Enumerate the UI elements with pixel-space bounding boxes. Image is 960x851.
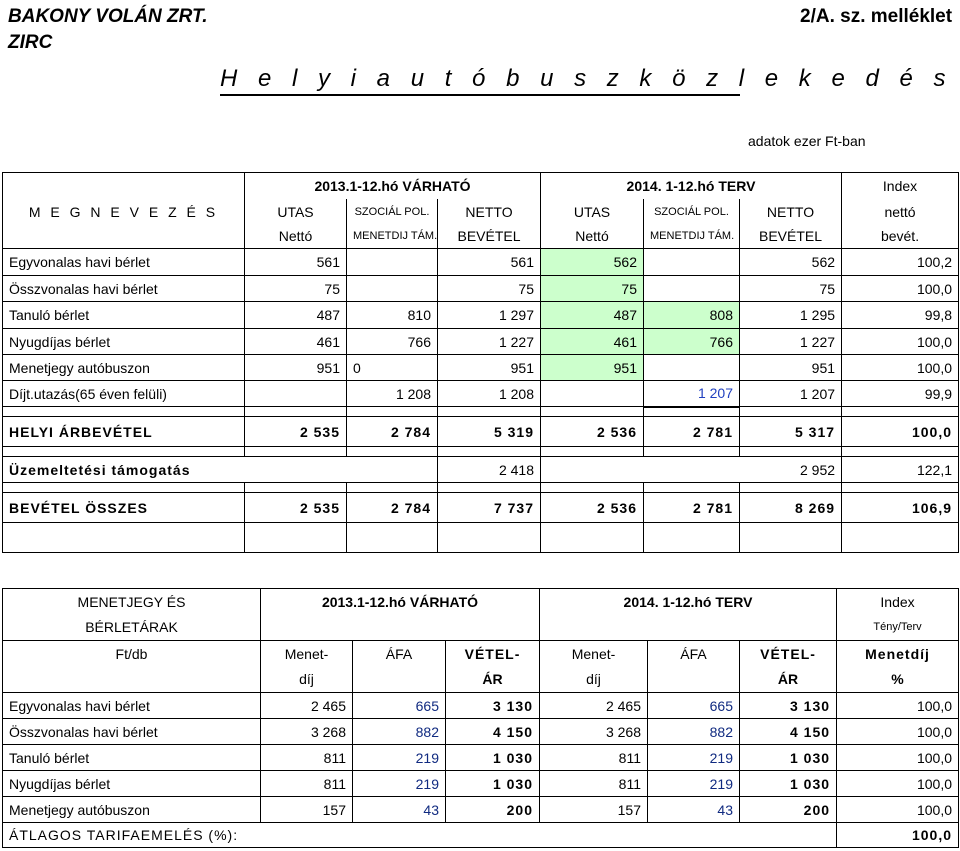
t2-index: Index [837, 589, 959, 615]
cell: 219 [353, 771, 446, 797]
cell: 75 [438, 276, 541, 302]
average-row [3, 823, 959, 848]
t2-period2: 2014. 1-12.hó TERV [540, 589, 837, 615]
t2-vetel2: VÉTEL- [740, 641, 837, 667]
t2-menetdij: Menetdíj [837, 641, 959, 667]
cell [644, 355, 740, 381]
cell: 2 465 [540, 693, 648, 719]
table-row [3, 693, 959, 719]
t2-header-row-3 [3, 641, 959, 667]
cell: 2 781 [644, 493, 740, 523]
spacer-row [3, 523, 959, 553]
cell: 665 [648, 693, 740, 719]
table-row [3, 797, 959, 823]
t2-vetel1: VÉTEL- [446, 641, 540, 667]
cell [347, 249, 438, 276]
t2-menet2: Menet- [540, 641, 648, 667]
t2-header-row-1 [3, 589, 959, 615]
cell: 1 208 [438, 381, 541, 407]
cell: 100,0 [842, 329, 959, 355]
cell: 562 [740, 249, 842, 276]
row-label: BEVÉTEL ÖSSZES [3, 493, 245, 523]
cell: 2 418 [438, 457, 541, 483]
cell: 100,0 [837, 745, 959, 771]
cell: 1 297 [438, 302, 541, 329]
cell: 2 536 [541, 417, 644, 447]
cell: 200 [446, 797, 540, 823]
row-label: Nyugdíjas bérlet [3, 771, 261, 797]
t1-bevetel1: BEVÉTEL [438, 225, 541, 249]
cell: 2 536 [541, 493, 644, 523]
cell: 122,1 [842, 457, 959, 483]
cell: 1 030 [446, 771, 540, 797]
cell: 100,0 [842, 355, 959, 381]
cell: 3 130 [446, 693, 540, 719]
cell: 2 535 [245, 417, 347, 447]
table-row [3, 302, 959, 329]
cell: 2 781 [644, 417, 740, 447]
cell: 4 150 [446, 719, 540, 745]
row-label: Menetjegy autóbuszon [3, 797, 261, 823]
t2-period1: 2013.1-12.hó VÁRHATÓ [261, 589, 540, 615]
spacer-row [3, 483, 959, 493]
t1-header-row-2 [3, 199, 959, 225]
t2-ar2: ÁR [740, 667, 837, 693]
cell: 810 [347, 302, 438, 329]
t1-period1: 2013.1-12.hó VÁRHATÓ [245, 173, 541, 199]
cell: 1 030 [740, 745, 837, 771]
cell: 99,9 [842, 381, 959, 407]
t1-megnevezes: M E G N E V E Z É S [3, 199, 245, 225]
annex-label: 2/A. sz. melléklet [800, 6, 953, 27]
row-label: Összvonalas havi bérlet [3, 276, 245, 302]
cell: 882 [353, 719, 446, 745]
fares-table [2, 588, 959, 848]
row-label: Egyvonalas havi bérlet [3, 693, 261, 719]
spacer-row [3, 447, 959, 457]
t1-netto1: NETTO [438, 199, 541, 225]
t1-netto-label1: Nettó [245, 225, 347, 249]
cell: 1 227 [438, 329, 541, 355]
cell [644, 276, 740, 302]
company-name: BAKONY VOLÁN ZRT. [8, 6, 208, 27]
t2-ar1: ÁR [446, 667, 540, 693]
cell: 808 [644, 302, 740, 329]
cell: 487 [245, 302, 347, 329]
cell [245, 381, 347, 407]
cell [644, 249, 740, 276]
t2-title1: MENETJEGY ÉS [3, 589, 261, 615]
t1-header-row-1 [3, 173, 959, 199]
unit-note: adatok ezer Ft-ban [748, 133, 866, 149]
t1-bevetel2: BEVÉTEL [740, 225, 842, 249]
cell: 0 [347, 355, 438, 381]
cell: 157 [540, 797, 648, 823]
total-row-helyi [3, 417, 959, 447]
cell: 100,0 [842, 276, 959, 302]
t2-header-row-4 [3, 667, 959, 693]
cell: 75 [740, 276, 842, 302]
t1-menet1: MENETDIJ TÁM. [347, 225, 438, 249]
row-label: Tanuló bérlet [3, 745, 261, 771]
cell: 3 130 [740, 693, 837, 719]
cell: 100,0 [837, 719, 959, 745]
cell: 1 030 [446, 745, 540, 771]
cell: 1 208 [347, 381, 438, 407]
cell: 100,0 [842, 417, 959, 447]
row-label: ÁTLAGOS TARIFAEMELÉS (%): [3, 823, 837, 848]
cell: 811 [261, 771, 353, 797]
t1-utas1: UTAS [245, 199, 347, 225]
cell: 219 [648, 771, 740, 797]
row-uzemeltetesi [3, 457, 959, 483]
t2-afa2: ÁFA [648, 641, 740, 667]
cell: 1 295 [740, 302, 842, 329]
t1-utas2: UTAS [541, 199, 644, 225]
cell: 811 [540, 771, 648, 797]
table-row [3, 745, 959, 771]
cell: 811 [540, 745, 648, 771]
cell: 951 [541, 355, 644, 381]
cell: 1 207 [644, 381, 740, 407]
table-row [3, 249, 959, 276]
company-block [8, 4, 208, 56]
cell: 219 [648, 745, 740, 771]
cell: 1 227 [740, 329, 842, 355]
cell: 100,2 [842, 249, 959, 276]
cell: 561 [245, 249, 347, 276]
cell: 1 030 [740, 771, 837, 797]
row-label: Összvonalas havi bérlet [3, 719, 261, 745]
cell: 5 317 [740, 417, 842, 447]
t1-netto-label2: Nettó [541, 225, 644, 249]
t2-header-row-2 [3, 615, 959, 641]
t1-index2: nettó [842, 199, 959, 225]
cell: 75 [541, 276, 644, 302]
t1-menet2: MENETDIJ TÁM. [644, 225, 740, 249]
cell: 2 952 [740, 457, 842, 483]
t2-dij2: díj [540, 667, 648, 693]
row-label: Menetjegy autóbuszon [3, 355, 245, 381]
cell: 2 784 [347, 493, 438, 523]
cell: 951 [740, 355, 842, 381]
cell: 2 784 [347, 417, 438, 447]
t1-index3: bevét. [842, 225, 959, 249]
table-row [3, 276, 959, 302]
t1-netto2: NETTO [740, 199, 842, 225]
t2-index-sub: Tény/Terv [837, 615, 959, 641]
t2-title2: BÉRLETÁRAK [3, 615, 261, 641]
cell: 561 [438, 249, 541, 276]
total-row-osszes [3, 493, 959, 523]
cell: 766 [644, 329, 740, 355]
cell: 562 [541, 249, 644, 276]
cell: 487 [541, 302, 644, 329]
cell: 43 [648, 797, 740, 823]
cell: 75 [245, 276, 347, 302]
t1-index: Index [842, 173, 959, 199]
t1-szoc2: SZOCIÁL POL. [644, 199, 740, 225]
row-label: Egyvonalas havi bérlet [3, 249, 245, 276]
row-label: Díjt.utazás(65 éven felüli) [3, 381, 245, 407]
page-title: H e l y i a u t ó b u s z k ö z l e k e d é s [220, 64, 740, 96]
table-row [3, 771, 959, 797]
cell: 1 207 [740, 381, 842, 407]
t2-dij1: díj [261, 667, 353, 693]
t2-menet1: Menet- [261, 641, 353, 667]
cell: 99,8 [842, 302, 959, 329]
cell: 219 [353, 745, 446, 771]
table-row [3, 381, 959, 407]
cell [347, 276, 438, 302]
row-label: HELYI ÁRBEVÉTEL [3, 417, 245, 447]
row-label: Üzemeltetési támogatás [3, 457, 245, 483]
cell: 3 268 [261, 719, 353, 745]
cell: 882 [648, 719, 740, 745]
cell: 100,0 [837, 693, 959, 719]
cell: 157 [261, 797, 353, 823]
company-city: ZIRC [8, 32, 53, 53]
cell: 766 [347, 329, 438, 355]
cell: 3 268 [540, 719, 648, 745]
table-row [3, 719, 959, 745]
cell: 100,0 [837, 797, 959, 823]
cell: 100,0 [837, 771, 959, 797]
cell [541, 381, 644, 407]
cell: 951 [245, 355, 347, 381]
cell: 8 269 [740, 493, 842, 523]
cell: 100,0 [837, 823, 959, 848]
table-row [3, 329, 959, 355]
cell: 43 [353, 797, 446, 823]
cell: 461 [541, 329, 644, 355]
cell: 2 535 [245, 493, 347, 523]
row-label: Nyugdíjas bérlet [3, 329, 245, 355]
cell: 4 150 [740, 719, 837, 745]
cell: 461 [245, 329, 347, 355]
cell: 7 737 [438, 493, 541, 523]
t2-title3: Ft/db [3, 641, 261, 667]
t2-pct: % [837, 667, 959, 693]
t1-period2: 2014. 1-12.hó TERV [541, 173, 842, 199]
cell: 951 [438, 355, 541, 381]
revenue-table [2, 172, 959, 553]
table-row [3, 355, 959, 381]
cell: 811 [261, 745, 353, 771]
spacer-row [3, 407, 959, 417]
t1-header-row-3 [3, 225, 959, 249]
row-label: Tanuló bérlet [3, 302, 245, 329]
cell: 5 319 [438, 417, 541, 447]
cell: 200 [740, 797, 837, 823]
t1-szoc1: SZOCIÁL POL. [347, 199, 438, 225]
cell: 665 [353, 693, 446, 719]
t2-afa1: ÁFA [353, 641, 446, 667]
cell: 106,9 [842, 493, 959, 523]
cell: 2 465 [261, 693, 353, 719]
